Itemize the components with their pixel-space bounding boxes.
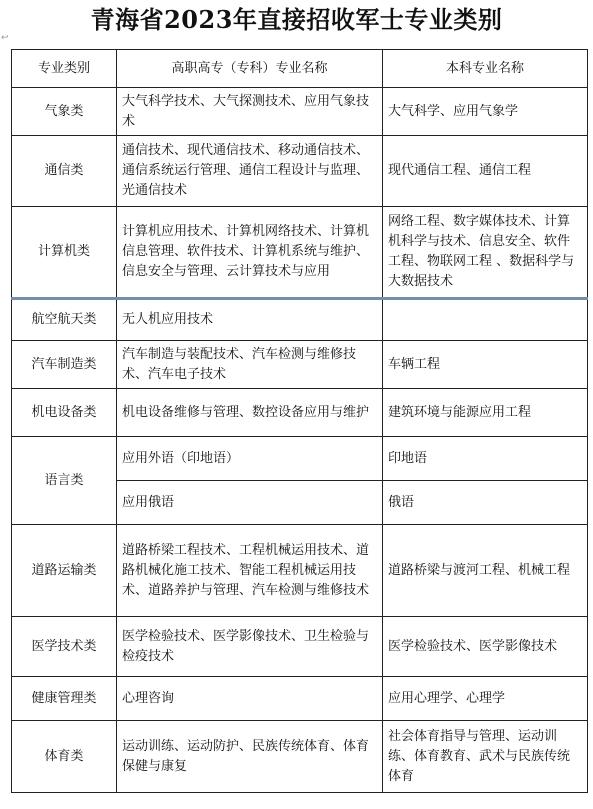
table-row [12,136,588,207]
category-cell: 通信类 [12,136,117,207]
category-cell: 医学技术类 [12,617,117,677]
majors-table [11,49,588,793]
table-row [12,437,588,481]
vocational-cell: 医学检验技术、医学影像技术、卫生检验与检疫技术 [117,617,383,677]
anchor-marker: ↩ [1,33,9,43]
table-row [12,721,588,793]
undergrad-cell [383,299,588,341]
table-row [12,207,588,299]
undergrad-cell: 大气科学、应用气象学 [383,88,588,136]
undergrad-cell: 道路桥梁与渡河工程、机械工程 [383,525,588,617]
undergrad-cell: 建筑环境与能源应用工程 [383,389,588,437]
vocational-cell: 通信技术、现代通信技术、移动通信技术、通信系统运行管理、通信工程设计与监理、光通信技术 [117,136,383,207]
category-cell: 汽车制造类 [12,341,117,389]
vocational-cell: 无人机应用技术 [117,299,383,341]
undergrad-cell: 车辆工程 [383,341,588,389]
undergrad-cell: 印地语 [383,437,588,481]
vocational-cell: 计算机应用技术、计算机网络技术、计算机信息管理、软件技术、计算机系统与维护、信息安全与管理、云计算技术与应用 [117,207,383,299]
vocational-cell: 大气科学技术、大气探测技术、应用气象技术 [117,88,383,136]
vocational-cell: 应用外语（印地语） [117,437,383,481]
vocational-cell: 心理咨询 [117,677,383,721]
category-cell: 机电设备类 [12,389,117,437]
table-row [12,88,588,136]
vocational-cell: 汽车制造与装配技术、汽车检测与维修技术、汽车电子技术 [117,341,383,389]
category-cell: 道路运输类 [12,525,117,617]
vocational-cell: 机电设备维修与管理、数控设备应用与维护 [117,389,383,437]
table-row [12,617,588,677]
undergrad-cell: 社会体育指导与管理、运动训练、体育教育、武术与民族传统体育 [383,721,588,793]
undergrad-cell: 现代通信工程、通信工程 [383,136,588,207]
category-cell: 体育类 [12,721,117,793]
page-title: 青海省2023年直接招收军士专业类别 [90,5,503,34]
table-row [12,389,588,437]
undergrad-cell: 俄语 [383,481,588,525]
undergrad-cell: 网络工程、数字媒体技术、计算机科学与技术、信息安全、软件工程、物联网工程 、数据科学与大数据技术 [383,207,588,299]
header-category: 专业类别 [12,50,117,88]
vocational-cell: 应用俄语 [117,481,383,525]
category-cell: 健康管理类 [12,677,117,721]
table-row [12,299,588,341]
table-row [12,525,588,617]
table-row [12,341,588,389]
header-row [12,50,588,88]
table-row [12,677,588,721]
category-cell: 计算机类 [12,207,117,299]
header-undergrad: 本科专业名称 [383,50,588,88]
header-vocational: 高职高专（专科）专业名称 [117,50,383,88]
vocational-cell: 运动训练、运动防护、民族传统体育、体育保健与康复 [117,721,383,793]
undergrad-cell: 应用心理学、心理学 [383,677,588,721]
category-cell: 气象类 [12,88,117,136]
category-cell: 航空航天类 [12,299,117,341]
category-cell: 语言类 [12,437,117,525]
undergrad-cell: 医学检验技术、医学影像技术 [383,617,588,677]
vocational-cell: 道路桥梁工程技术、工程机械运用技术、道路机械化施工技术、智能工程机械运用技术、道路养护与管理、汽车检测与维修技术 [117,525,383,617]
